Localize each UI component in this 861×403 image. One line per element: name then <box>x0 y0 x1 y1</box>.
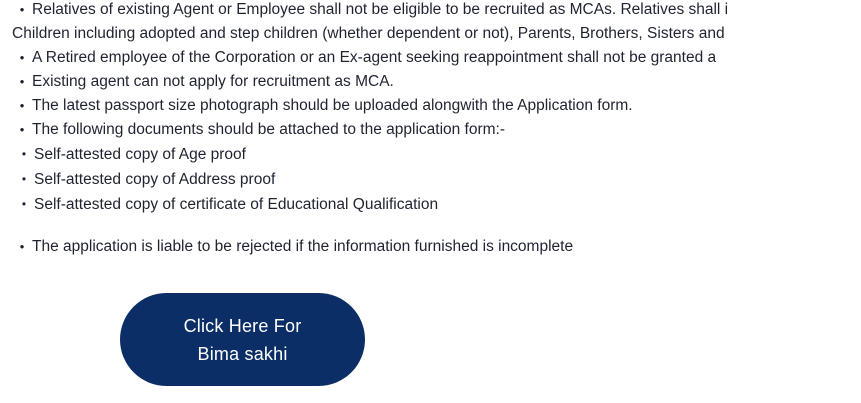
intro-first-row <box>12 0 849 22</box>
list-item-label: A Retired employee of the Corporation or an Ex-agent seeking reappointment shall not be granted a <box>32 49 717 66</box>
section-spacer <box>12 217 849 235</box>
sub-list-item <box>12 192 849 217</box>
bullet-dot-icon: • <box>19 122 25 137</box>
list-item <box>12 70 849 94</box>
bullet-dot-icon: • <box>21 197 27 211</box>
list-item <box>12 118 849 142</box>
list-item-label: The application is liable to be rejected if the information furnished is incomplete <box>32 238 574 255</box>
bullet-dot-icon: • <box>19 98 25 113</box>
sub-list-item <box>12 142 849 167</box>
bullet-dot-icon: • <box>19 2 25 17</box>
list-item <box>12 235 849 259</box>
bullet-dot-icon: • <box>19 74 25 89</box>
bima-sakhi-button[interactable] <box>120 293 365 386</box>
list-item-label: The latest passport size photograph should be uploaded alongwith the Application form. <box>32 97 633 114</box>
intro-line-2: Children including adopted and step children (whether dependent or not), Parents, Brothers, Sisters and <box>12 25 725 42</box>
bima-sakhi-button-line1: Click Here For <box>183 315 302 336</box>
intro-line-1: Relatives of existing Agent or Employee shall not be eligible to be recruited as MCAs. Relatives shall i <box>32 1 729 18</box>
bullet-dot-icon: • <box>19 50 25 65</box>
sub-list-item-label: Self-attested copy of Age proof <box>34 146 246 163</box>
sub-list-item-label: Self-attested copy of Address proof <box>34 171 276 188</box>
list-item-label: Existing agent can not apply for recruitment as MCA. <box>32 73 394 90</box>
bullet-dot-icon: • <box>21 172 27 186</box>
intro-paragraph <box>12 0 849 46</box>
sub-list-item-label: Self-attested copy of certificate of Educational Qualification <box>34 196 439 213</box>
list-item <box>12 46 849 70</box>
bullet-dot-icon: • <box>19 239 25 254</box>
cta-container <box>120 293 365 386</box>
sub-list-item <box>12 167 849 192</box>
bullet-dot-icon: • <box>21 147 27 161</box>
list-item-label: The following documents should be attached to the application form:- <box>32 121 506 138</box>
list-item <box>12 94 849 118</box>
bima-sakhi-button-line2: Bima sakhi <box>197 343 288 364</box>
